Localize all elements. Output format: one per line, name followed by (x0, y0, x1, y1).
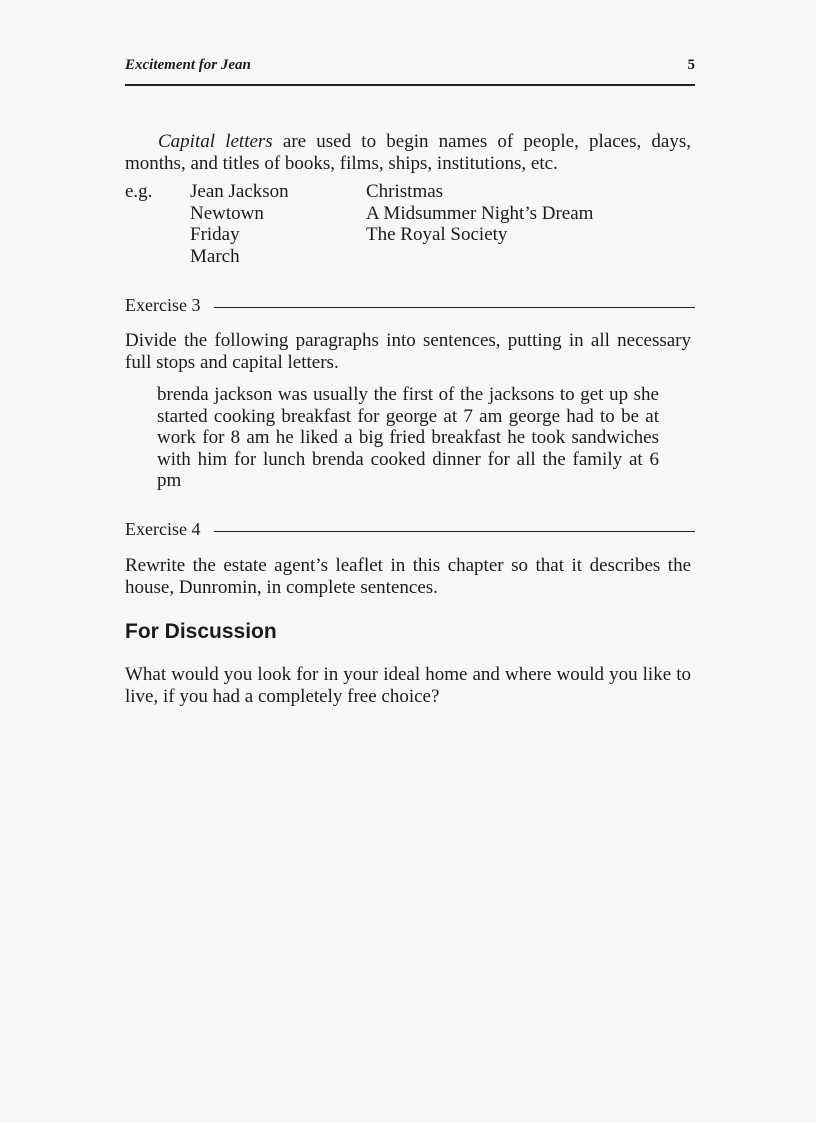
example-item: Jean Jackson (190, 181, 289, 202)
example-item: A Midsummer Night’s Dream (366, 202, 594, 224)
discussion-heading: For Discussion (125, 620, 277, 643)
exercise-3-passage: brenda jackson was usually the first of the jacksons to get up she started cooking breakfast for george at 7 am george had to be at work for 8 am he liked a big fried breakfast he took sandwiches with him for lunch brenda cooked dinner for all the family at 6 pm (157, 384, 659, 491)
example-item: The Royal Society (366, 224, 508, 245)
intro-text: are used to begin names of people, places, days, months, and titles of books, films, ships, institutions, etc. (125, 131, 692, 174)
intro-emphasis: Capital letters (158, 131, 273, 152)
example-item: March (190, 245, 240, 267)
exercise-4-instruction: Rewrite the estate agent’s leaflet in this chapter so that it describes the house, Dunromin, in complete sentences. (125, 555, 691, 598)
exercise-4-heading (125, 519, 695, 540)
discussion-text: What would you look for in your ideal home and where would you like to live, if you had a completely free choice? (125, 664, 691, 707)
heading-rule (214, 531, 695, 532)
example-item: Friday (190, 224, 240, 245)
header-rule (125, 84, 695, 86)
example-item: Christmas (366, 181, 444, 202)
examples-right-column (366, 181, 593, 246)
page-number: 5 (687, 57, 695, 73)
running-head (125, 57, 695, 74)
exercise-3-title: Exercise 3 (125, 295, 201, 315)
intro-paragraph (125, 131, 691, 175)
exercise-4-title: Exercise 4 (125, 519, 201, 539)
example-item: Newtown (190, 202, 264, 224)
exercise-3-heading (125, 295, 695, 316)
examples-label: e.g. (125, 181, 153, 202)
chapter-title: Excitement for Jean (125, 57, 251, 73)
heading-rule (214, 307, 695, 308)
exercise-3-instruction: Divide the following paragraphs into sentences, putting in all necessary full stops and capital letters. (125, 330, 691, 373)
examples-left-column (190, 181, 289, 267)
